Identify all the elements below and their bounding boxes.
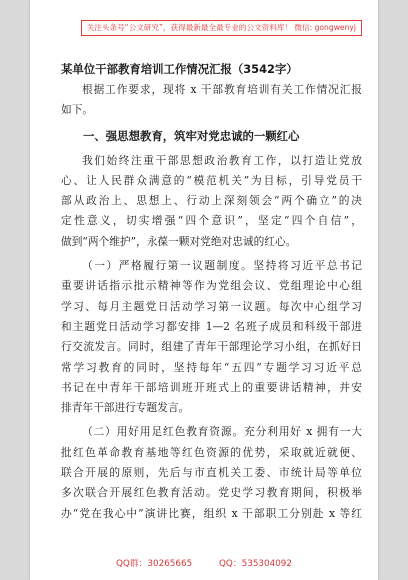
text-line: 学习、每月主题党日活动学习第一议题。每次中心组学习	[61, 299, 362, 313]
text-line: 书记在中青年干部培训班开班式上的重要讲话精神，并安	[61, 380, 362, 394]
contact-footer	[30, 556, 378, 569]
intro-paragraph	[61, 80, 362, 121]
text-line: 重要讲话指示批示精神等作为党组会议、党组理论中心组	[61, 279, 362, 293]
document-title: 某单位干部教育培训工作情况汇报（3542字）	[61, 62, 298, 76]
text-line: 部从政治上、思想上、行动上深刻领会“两个确立”的决	[61, 194, 362, 208]
text-line: 如下。	[61, 103, 94, 117]
text-line: 我们始终注重干部思想政治教育工作，以打造让党放	[82, 153, 362, 167]
text-line: 定性意义，切实增强“四个意识”，坚定“四个自信”，	[61, 214, 362, 228]
paragraph-red-education	[61, 422, 362, 523]
text-line: 联合开展的原则，先后与市直机关工委、市统计局等单位	[61, 466, 362, 480]
qq-number: QQ：535304092	[218, 559, 293, 569]
promo-banner: 关注头条号“公文研究”，获得最新最全最专业的公文资料库！ 微信: gongwenyj	[81, 20, 362, 36]
text-line: 办“党在我心中”演讲比赛，组织 x 干部职工分别赴 x 等红	[61, 506, 362, 520]
text-line: 行交流发言。同时，组建了青年干部理论学习小组，在抓好日	[61, 340, 362, 354]
text-line: 排青年干部进行专题发言。	[61, 401, 190, 415]
text-line: （一）严格履行第一议题制度。坚持将习近平总书记	[82, 259, 362, 273]
text-line: 多次联合开展红色教育活动。党史学习教育期间，积极举	[61, 486, 362, 500]
document-page	[30, 0, 378, 580]
paragraph-political-education	[61, 151, 362, 252]
text-line: 批红色革命教育基地等红色资源的优势，采取就近就便、	[61, 445, 362, 459]
text-line: 心、让人民群众满意的“模范机关”为目标，引导党员干	[61, 173, 362, 187]
section-heading: 一、强思想教育，筑牢对党忠诚的一颗红心	[83, 128, 300, 143]
paragraph-first-topic-system	[61, 256, 362, 418]
text-line: 和主题党日活动学习都安排 1—2 名班子成员和科级干部进	[61, 319, 362, 333]
text-line: 根据工作要求，现将 x 干部教育培训有关工作情况汇报	[82, 83, 362, 96]
qq-group-number: QQ群：30265665	[115, 559, 193, 569]
text-line: 常学习教育的同时，坚持每年“五四”专题学习习近平总	[61, 360, 362, 374]
text-line: 做到“两个维护”，永葆一颗对党绝对忠诚的红心。	[61, 234, 297, 248]
document-body	[61, 80, 362, 524]
text-line: （二）用好用足红色教育资源。充分利用好 x 拥有一大	[82, 425, 362, 439]
